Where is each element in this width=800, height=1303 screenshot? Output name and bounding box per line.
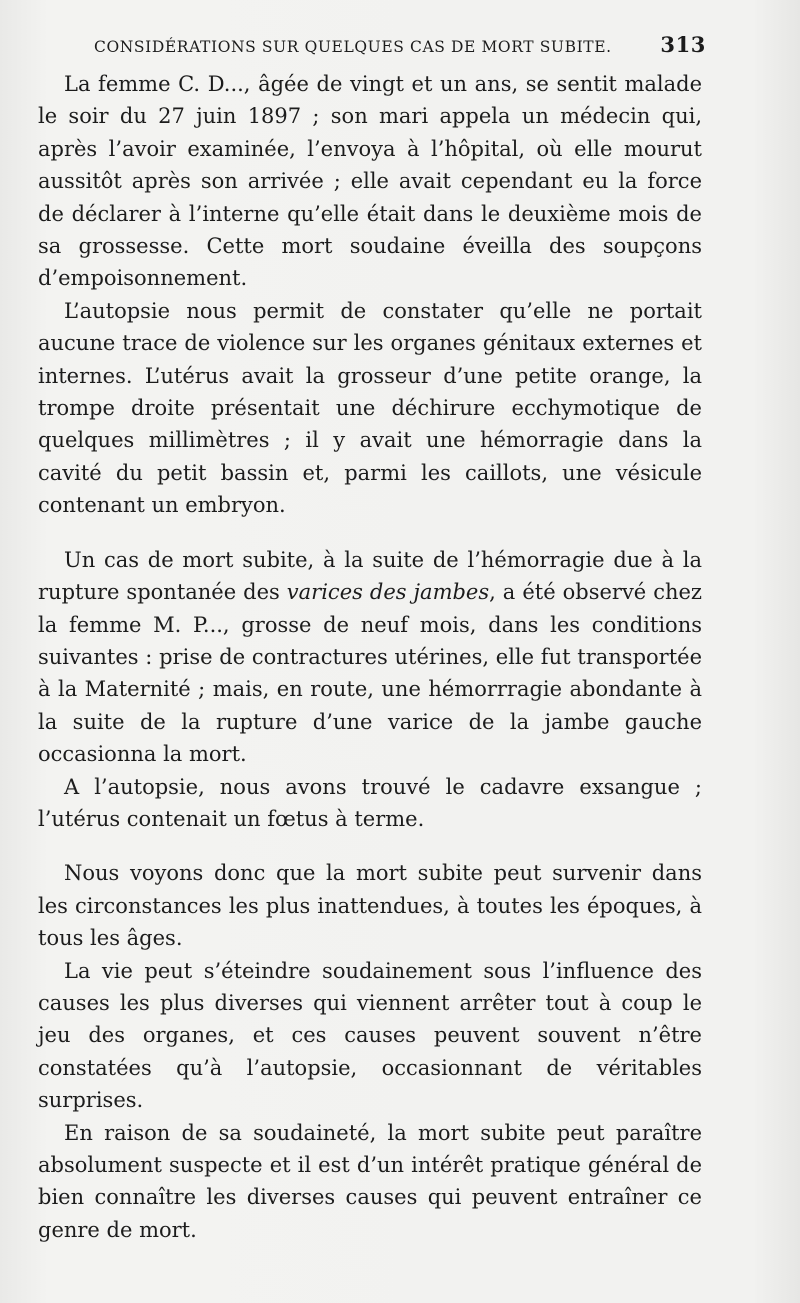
paragraph-autopsy-embryo: L’autopsie nous permit de constater qu’elle ne portait aucune trace de violence sur les organes génitaux externes et internes. L’utérus avait la grosseur d’une petite orange, la trompe droite présentait une déchirure ecchymotique de quelques millimètres ; il y avait une hémorragie dans la cavité du petit bassin et, parmi les caillots, une vésicule contenant un embryon. [38,298,702,518]
italic-varices: varices des jambes [286,580,490,605]
paragraph-case-c-d: La femme C. D..., âgée de vingt et un ans, se sentit malade le soir du 27 juin 1897 ; son mari appela un médecin qui, après l’avoir examinée, l’envoya à l’hôpital, où elle mourut aussitôt après son arrivée ; elle avait cependant eu la force de déclarer à l’interne qu’elle était dans le deuxième mois de sa grossesse. Cette mort soudaine éveilla des soupçons d’empoisonnement. [38,72,702,291]
paragraph-causes: La vie peut s’éteindre soudainement sous l’influence des causes les plus diverses qui viennent arrêter tout à coup le jeu des organes, et ces causes peuvent souvent n’être constatées qu’à l’autopsie, occasionnant de véritables surprises. [38,958,702,1113]
page-number: 313 [660,32,706,57]
paragraph-autopsy-foetus: A l’autopsie, nous avons trouvé le cadavre exsangue ; l’utérus contenait un fœtus à terme. [38,774,702,831]
paragraph-case-m-p-start: Un cas de mort subite, à la suite de l’hémorragie due à la rupture spontanée des [38,547,702,605]
paragraph-conclusion: Nous voyons donc que la mort subite peut survenir dans les circonstances les plus inattendues, à toutes les époques, à tous les âges. [38,861,702,951]
running-head [94,32,706,62]
paragraph-case-m-p [38,544,702,771]
paragraph-suspicion: En raison de sa soudaineté, la mort subite peut paraître absolument suspecte et il est d’un intérêt pratique général de bien connaître les diverses causes qui peuvent entraîner ce genre de mort. [38,1120,702,1242]
body-text [38,68,702,1246]
running-title: CONSIDÉRATIONS SUR QUELQUES CAS DE MORT SUBITE. [94,38,612,56]
paragraph-case-m-p-end: , a été observé chez la femme M. P..., grosse de neuf mois, dans les conditions suivantes : prise de contractures utérines, elle fut transportée à la Maternité ; mais, en route, une hémorrragie abondante à la suite de la rupture d’une varice de la jambe gauche occasionna la mort. [38,580,703,767]
